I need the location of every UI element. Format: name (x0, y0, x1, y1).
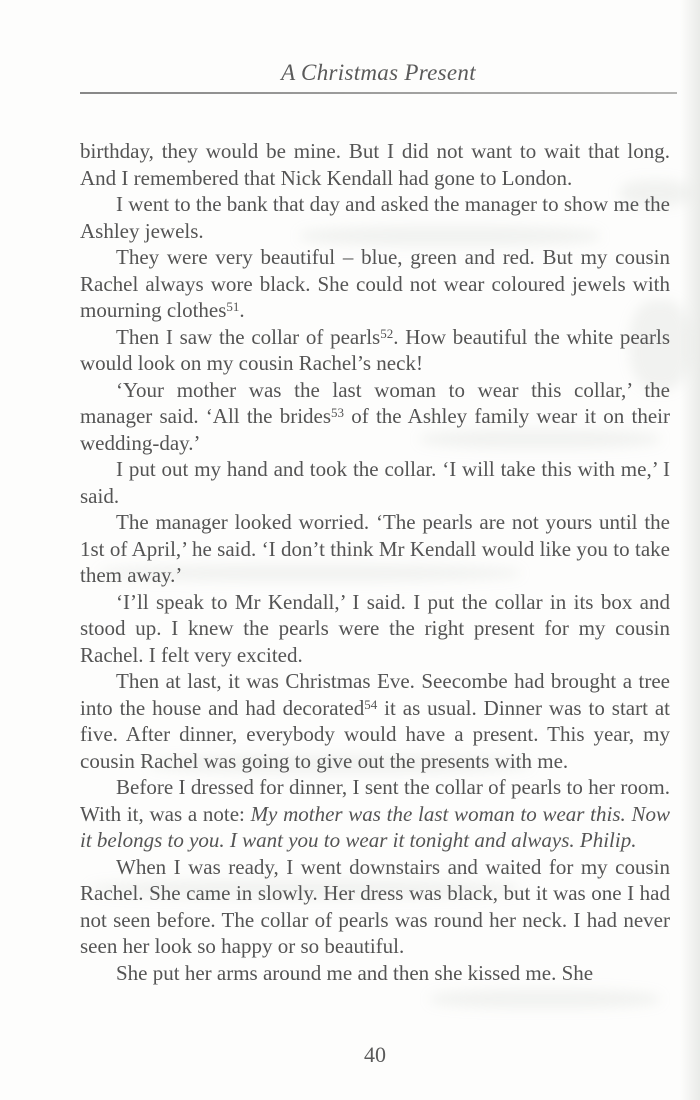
text-segment: Before I dressed for dinner, I sent the collar of pearls to her room. With it, was a note: (80, 775, 670, 826)
text-segment: I went to the bank that day and asked the manager to show me the Ashley jewels. (80, 192, 670, 243)
paragraph (80, 668, 670, 774)
text-segment: Then at last, it was Christmas Eve. Seecombe had brought a tree into the house and had decorated (80, 669, 670, 720)
text-segment: ‘Your mother was the last woman to wear this collar,’ the manager said. ‘All the brides (80, 377, 670, 428)
paragraph (80, 509, 670, 589)
page-number: 40 (364, 1042, 386, 1067)
paragraph (80, 960, 670, 987)
paragraph (80, 138, 670, 191)
header-rule (80, 92, 677, 94)
paragraph (80, 191, 670, 244)
text-segment: ‘I’ll speak to Mr Kendall,’ I said. I put the collar in its box and stood up. I knew the pearls were the right present for my cousin Rachel. I felt very excited. (80, 589, 670, 667)
note-text-italic: My mother was the last woman to wear this. Now it belongs to you. I want you to wear it tonight and always. Philip. (80, 801, 670, 852)
text-segment: The manager looked worried. ‘The pearls are not yours until the 1st of April,’ he said. ‘I don’t think Mr Kendall would like you to take them away.’ (80, 510, 670, 587)
scan-artifact (430, 990, 660, 1008)
text-segment: of the Ashley family wear it on their wedding-day.’ (80, 404, 670, 455)
footnote-reference: 53 (331, 405, 345, 421)
text-segment: . (239, 298, 245, 322)
text-segment: birthday, they would be mine. But I did not want to wait that long. And I remembered that Nick Kendall had gone to London. (80, 139, 670, 190)
paragraph (80, 377, 670, 457)
running-header-title: A Christmas Present (281, 60, 476, 85)
paragraph (80, 854, 670, 960)
text-segment: . How beautiful the white pearls would look on my cousin Rachel’s neck! (80, 324, 670, 375)
text-segment: She put her arms around me and then she kissed me. She (116, 960, 594, 985)
text-segment: When I was ready, I went downstairs and waited for my cousin Rachel. She came in slowly. Her dress was black, but it was one I had not seen before. The collar of pearls was round her neck. I had never seen her look so happy or so beautiful. (80, 854, 670, 958)
paragraph (80, 456, 670, 509)
text-segment: it as usual. Dinner was to start at five. After dinner, everybody would have a present. This year, my cousin Rachel was going to give out the presents with me. (80, 695, 671, 773)
text-segment: I put out my hand and took the collar. ‘I will take this with me,’ I said. (80, 457, 670, 508)
text-segment: They were very beautiful – blue, green and red. But my cousin Rachel always wore black. She could not wear coloured jewels with mourning clothes (80, 245, 670, 322)
paragraph (80, 244, 670, 324)
footnote-reference: 52 (380, 325, 394, 341)
text-segment: Then I saw the collar of pearls (116, 324, 381, 349)
paragraph (80, 324, 670, 377)
body-text (80, 138, 670, 986)
paragraph (80, 774, 670, 854)
footnote-reference: 51 (226, 299, 240, 315)
footnote-reference: 54 (364, 696, 378, 712)
page-edge-shadow (680, 0, 700, 1100)
paragraph (80, 589, 670, 669)
